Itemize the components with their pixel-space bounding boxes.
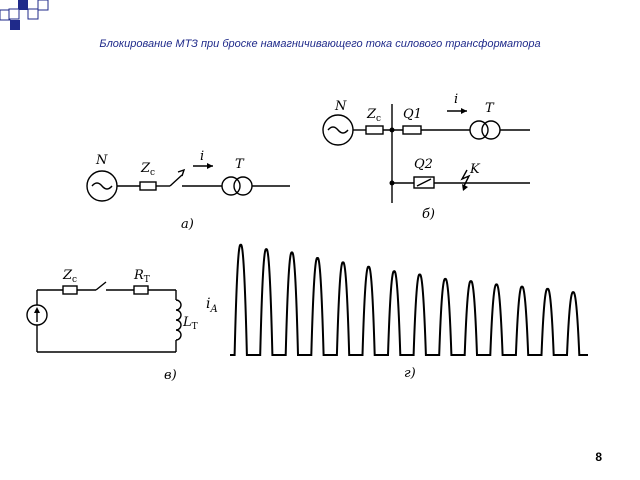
inrush-current-waveform: [230, 245, 588, 355]
label-b-impedance: $Z_c$: [367, 107, 382, 124]
label-v-inductance: $L_T$: [183, 315, 198, 332]
diagram-v: [27, 282, 181, 352]
label-b-transformer: T: [485, 101, 494, 116]
caption-v: в): [164, 368, 177, 383]
label-g-current: $i_A$: [206, 296, 218, 315]
label-b-current: i: [454, 92, 459, 107]
diagram-g: [230, 245, 588, 355]
label-v-impedance: $Z_c$: [63, 268, 78, 285]
page-number: 8: [595, 450, 602, 464]
label-b-breaker1: Q1: [403, 107, 422, 122]
label-b-breaker2: Q2: [414, 157, 433, 172]
label-v-resistance: $R_T$: [134, 268, 150, 285]
label-a-transformer: T: [235, 157, 244, 172]
caption-g: г): [404, 366, 416, 381]
label-a-current: i: [200, 149, 205, 164]
label-b-source: N: [335, 99, 347, 114]
diagram-a: [87, 166, 290, 201]
label-a-source: N: [96, 153, 108, 168]
label-a-impedance: $Z_c$: [141, 161, 156, 178]
label-b-fault: K: [470, 162, 480, 177]
slide-title: Блокирование МТЗ при броске намагничивающего тока силового трансформатора: [99, 38, 541, 50]
caption-b: б): [422, 207, 436, 222]
diagram-b: [323, 104, 530, 203]
caption-a: а): [181, 217, 194, 232]
